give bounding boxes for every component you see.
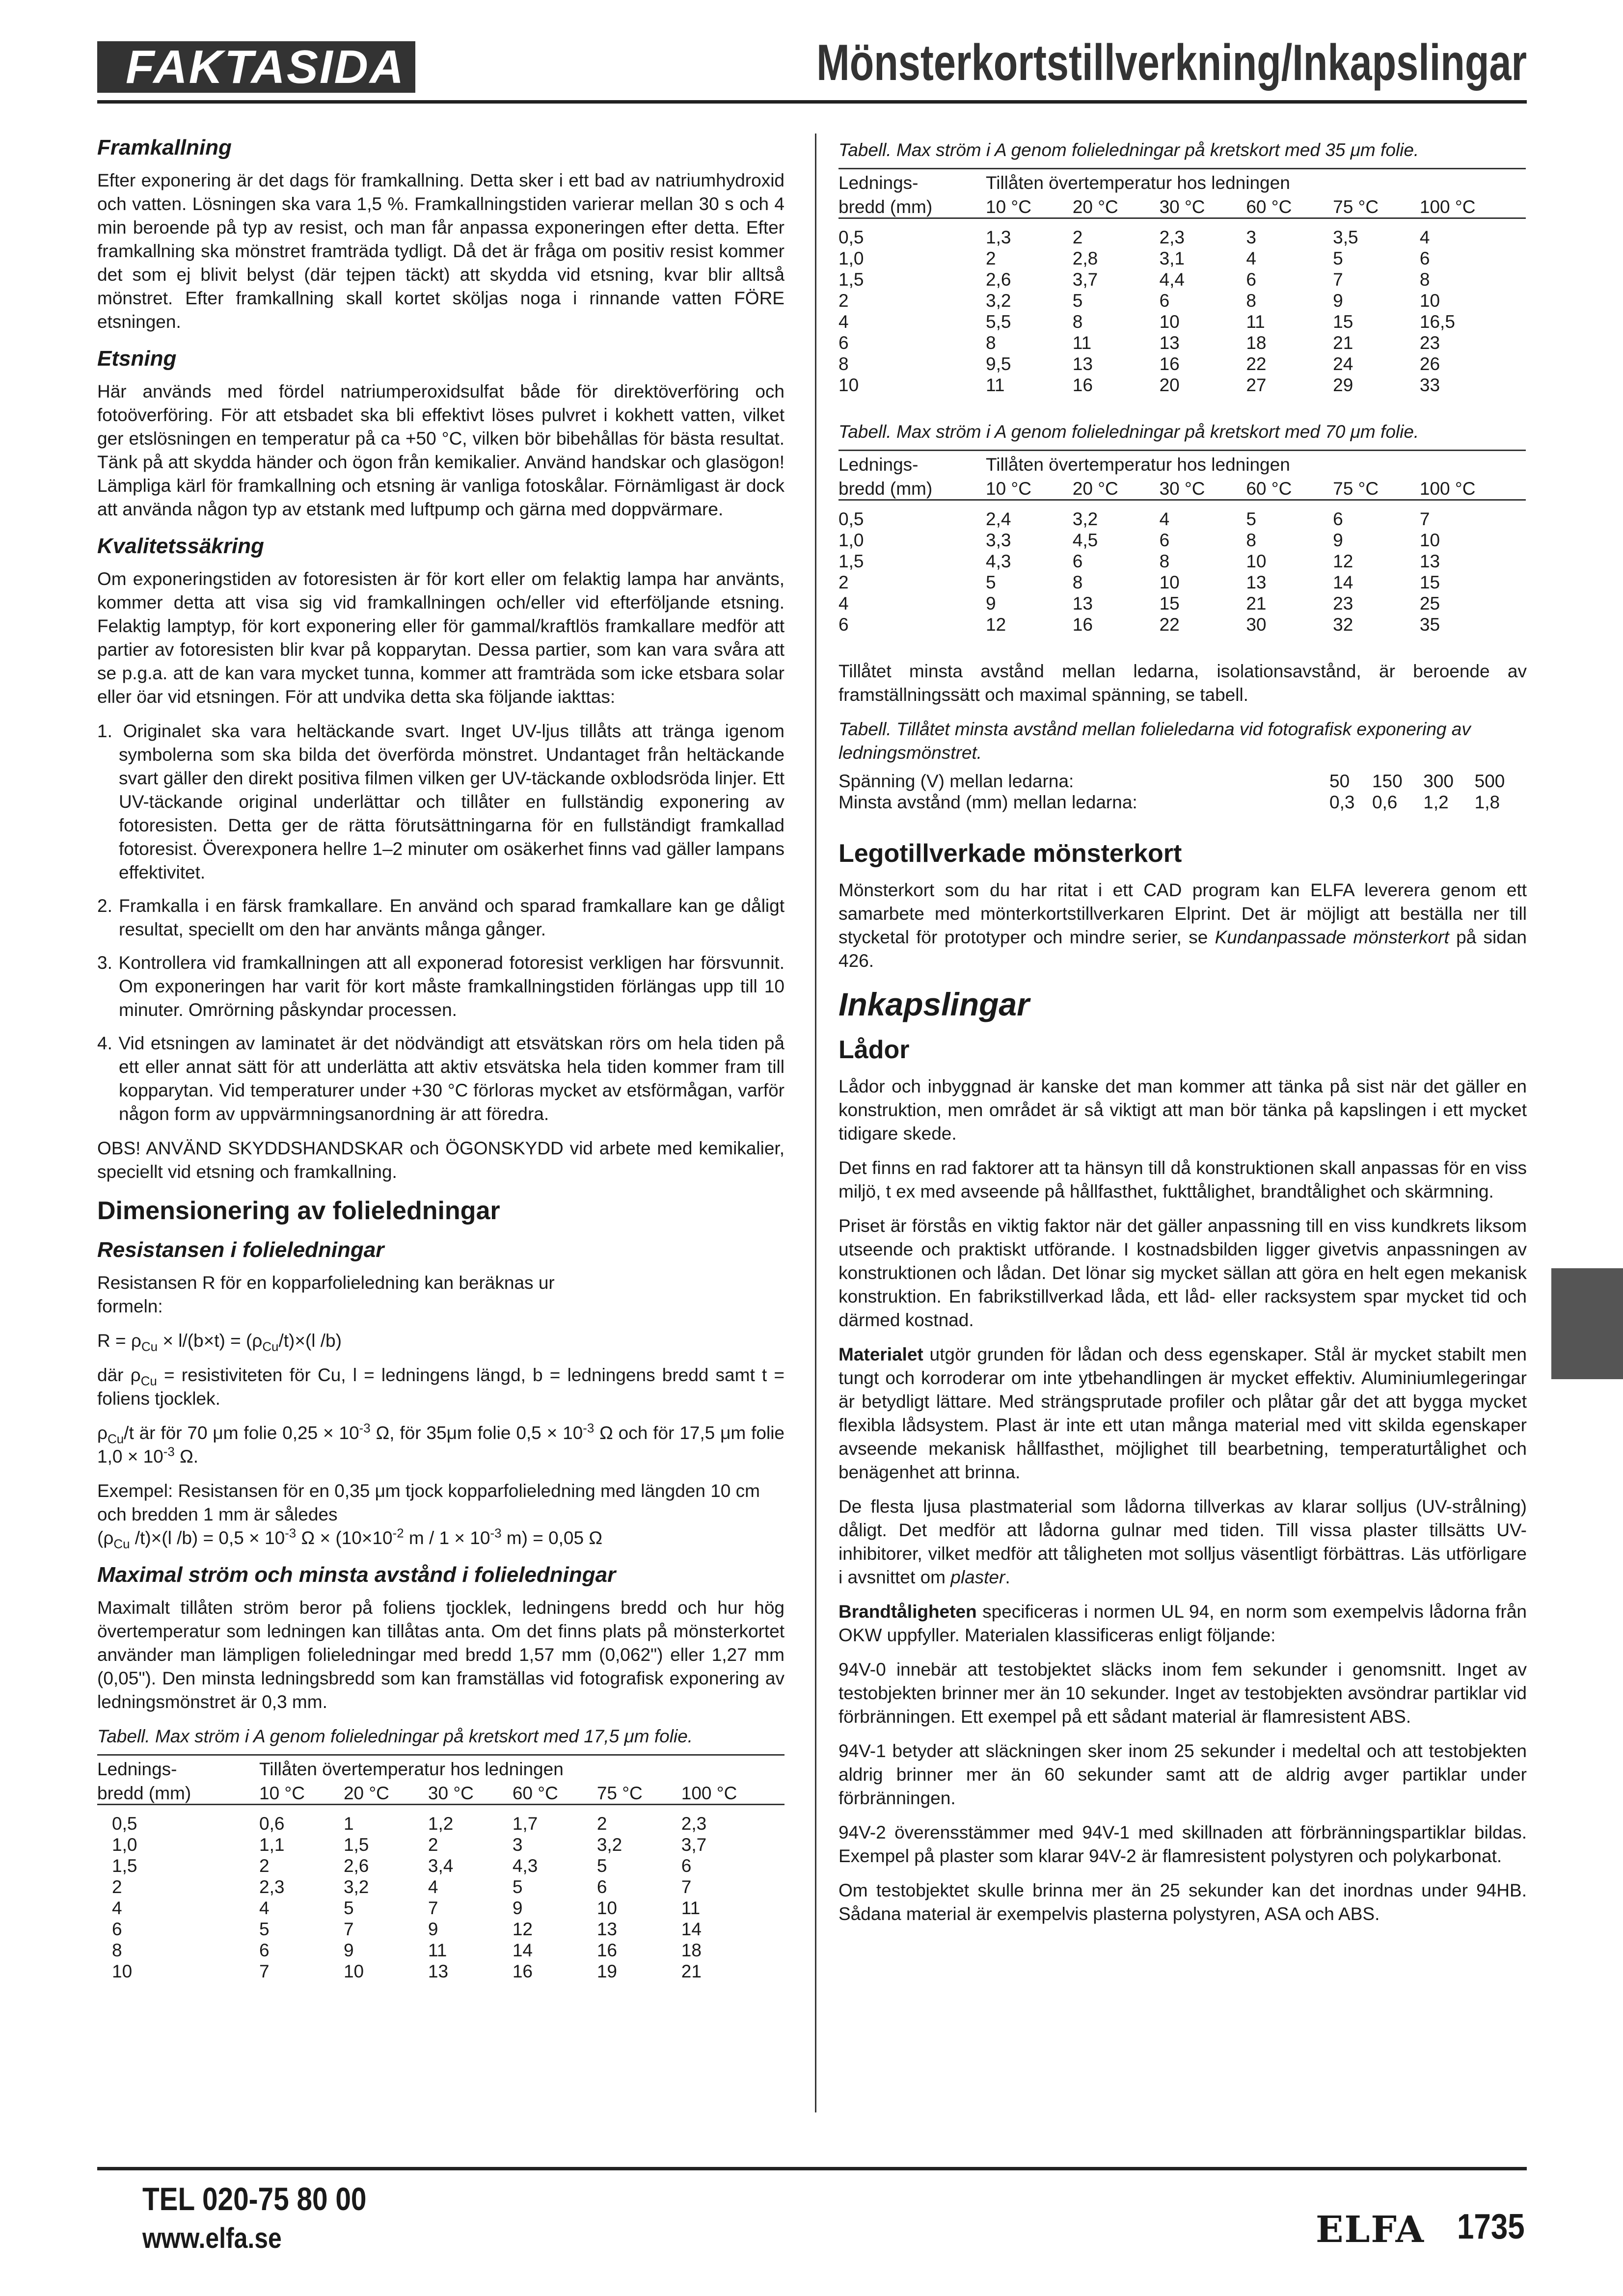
paragraph-lador-3: Priset är förstås en viktig faktor när det gäller anpassning till en viss kundkrets liksom utseende och praktiskt utförande. I kostnadsbilden ligger givetvis anpassningen av konstruktionen och lådan. Det lönar sig mycket sällan att göra en helt egen mekanisk konstruktion. En fabrikstillverkad låda, ett låd- eller racksystem spar mycket tid och därmed kostnad. — [839, 1216, 1527, 1330]
list-item: 2. Framkalla i en färsk framkallare. En använd och sparad framkallare kan ge dåligt resultat, speciellt om den har använts många gånger. — [97, 896, 784, 939]
section-tab — [1551, 1268, 1623, 1379]
table-row: 0,5 0,6 1 1,2 1,7 2 2,3 — [112, 1814, 707, 1834]
paragraph-plast: De flesta ljusa plastmaterial som lådorna tillverkas av klarar solljus (UV-strålning) dåligt. Det medför att lådorna gulnar med tiden. Till vissa plaster tillsätts UV-inhibitorer, vilket medför att tåligheten mot solljus väsentligt förbättras. Läs utförligare i avsnittet om plaster. — [839, 1496, 1527, 1587]
table-header: 10 °C — [259, 1780, 344, 1805]
table-row: 1,5 2 2,6 3,4 4,3 5 6 — [112, 1856, 692, 1876]
table-header: Lednings- — [839, 173, 919, 193]
footer-website-link[interactable]: www.elfa.se — [142, 2222, 282, 2254]
heading-legotillverkade: Legotillverkade mönsterkort — [839, 839, 1182, 868]
table-header: bredd (mm) — [839, 475, 986, 500]
table-17-5um — [97, 1754, 784, 1982]
paragraph-resistans-intro: Resistansen R för en kopparfolieledning kan beräknas ur formeln: — [97, 1273, 555, 1316]
table-header: 75 °C — [1333, 193, 1420, 218]
table-caption-17-5: Tabell. Max ström i A genom folieledningar på kretskort med 17,5 μm folie. — [97, 1726, 693, 1746]
paragraph-obs: OBS! ANVÄND SKYDDSHANDSKAR och ÖGONSKYDD vid arbete med kemikalier, speciellt vid etsning och framkallning. — [97, 1138, 784, 1182]
formula-resistance: $R = \rho_{Cu} \times l/(b\times t) = (\rho_{Cu}/t)\times(l$ /b) — [97, 1331, 342, 1354]
paragraph-framkallning: Efter exponering är det dags för framkallning. Detta sker i ett bad av natriumhydroxid och vatten. Lösningen ska vara 1,5 %. Framkallningstiden varierar mellan 30 s och 4 min beroende på typ av resist, och man får anpassa exponeringen efter detta. Efter framkallning ska mönstret framträda tydligt. Då det är fråga om positiv resist kommer det som ej blivit belyst (där tejpen täckt) att skydda vid etsning, kvar blir alltså mönstret. Efter framkallning skall kortet sköljas noga i rinnande vatten FÖRE etsningen. — [97, 170, 784, 332]
right-column — [839, 138, 1527, 1937]
paragraph-lador-2: Det finns en rad faktorer att ta hänsyn till då konstruktionen skall anpassas för en viss miljö, t ex med avseende på hållfasthet, fukttålighet, brandtålighet och skärmning. — [839, 1158, 1527, 1201]
table-header: Tillåten övertemperatur hos ledningen — [986, 454, 1290, 475]
table-header: 60 °C — [1246, 475, 1333, 500]
table-header: Lednings- — [97, 1759, 177, 1779]
table-caption-70: Tabell. Max ström i A genom folieledningar på kretskort med 70 μm folie. — [839, 422, 1419, 442]
table-row: 2 3,2 5 6 8 9 10 — [839, 291, 1440, 311]
table-row: 1,0 3,3 4,5 6 8 9 10 — [839, 530, 1440, 550]
paragraph-rho-values: $\rho_{Cu}/t$ är för 70 μm folie $0,25 \times 10^{-3}$ Ω, för 35μm folie $0,5 \times 10^{-3}$ Ω och för 17,5 μm folie $1,0 \times 10^{-3}$ Ω. — [97, 1421, 784, 1467]
elfa-logo: ELFA — [1316, 2209, 1425, 2251]
heading-lador: Lådor — [839, 1036, 910, 1064]
list-item: 3. Kontrollera vid framkallningen att all exponerad fotoresist verkligen har försvunnit. Om exponeringen har varit för kort måste framkallningstiden förlängas upp till 10 minuter. Omrörning påskyndar processen. — [97, 953, 784, 1020]
table-row: 1,5 2,6 3,7 4,4 6 7 8 — [839, 269, 1430, 290]
table-row: 4 5,5 8 10 11 15 16,5 — [839, 312, 1455, 332]
table-header: Lednings- — [839, 454, 919, 475]
paragraph-94v0: 94V-0 innebär att testobjektet släcks inom fem sekunder i genomsnitt. Inget av testobjekten brinner mer än 10 sekunder. Inget av testobjekten avsöndrar partiklar vid förbränningen. Ett exempel på ett sådant material är flamresistent ABS. — [839, 1659, 1527, 1727]
paragraph-lador-1: Lådor och inbyggnad är kanske det man kommer att tänka på sist när det gäller en konstruktion, men området är så viktigt att man bör tänka på kapslingen i ett mycket tidigare skede. — [839, 1076, 1527, 1144]
page-title: Mönsterkortstillverkning/Inkapslingar — [816, 34, 1527, 91]
table-row: 4 9 13 15 21 23 25 — [839, 593, 1440, 614]
table-header: 20 °C — [344, 1780, 428, 1805]
heading-etsning: Etsning — [97, 347, 177, 371]
paragraph-kvalitetssakring: Om exponeringstiden av fotoresisten är för kort eller om felaktig lampa har använts, kommer detta att visa sig vid framkallningen och/eller vid efterföljande etsning. Felaktig lamptyp, för kort exponering eller för gammal/kraftlös framkallare medför att partier av fotoresisten blir kvar på kopparytan. Dessa partier, som kan vara svåra att se p.g.a. att de kan vara mycket tunna, kommer att framträda som icke etsbara solar eller öar vid etsningen. För att undvika detta ska följande iakttas: — [97, 569, 784, 707]
page-number: 1735 — [1457, 2207, 1525, 2246]
faktasida-badge — [97, 41, 415, 93]
badge-label: FAKTASIDA — [126, 41, 406, 93]
column-divider — [815, 133, 816, 2112]
instruction-list — [97, 720, 784, 1126]
table-header: 100 °C — [681, 1780, 784, 1805]
paragraph-materialet: Materialet utgör grunden för lådan och dess egenskaper. Stål är mycket stabilt men tungt och korroderar om inte ytbehandlingen är mycket effektiv. Aluminiumlegeringar är betydligt lättare. Med strängsprutade profiler och plåtar går det att bygga mycket flexibla lådsystem. Plast är inte ett utan många material med vitt skilda egenskaper avseende mekanisk hållfasthet, möjlighet till bearbetning, temperaturtålighet och benägenhet att brinna. — [839, 1344, 1527, 1482]
paragraph-brandtalighet: Brandtåligheten specificeras i normen UL 94, en norm som exempelvis lådorna från OKW uppfyller. Materialen klassificeras enligt följande: — [839, 1602, 1527, 1645]
table-header: 60 °C — [1246, 193, 1333, 218]
paragraph-94hb: Om testobjektet skulle brinna mer än 25 sekunder kan det inordnas under 94HB. Sådana material är exempelvis plasterna polystyren, ASA och ABS. — [839, 1880, 1527, 1924]
footer-phone: TEL 020-75 80 00 — [142, 2181, 367, 2217]
table-header: 60 °C — [513, 1780, 597, 1805]
table-header: 30 °C — [1160, 475, 1246, 500]
table-row: 1,5 4,3 6 8 10 12 13 — [839, 551, 1440, 571]
table-row: Spänning (V) mellan ledarna: 50 150 300 500 — [839, 771, 1505, 791]
table-row: 0,5 1,3 2 2,3 3 3,5 4 — [839, 227, 1430, 247]
table-caption-35: Tabell. Max ström i A genom folieledningar på kretskort med 35 μm folie. — [839, 140, 1419, 160]
table-row: 10 11 16 20 27 29 33 — [839, 375, 1440, 395]
table-header: Tillåten övertemperatur hos ledningen — [259, 1759, 564, 1779]
paragraph-legotillverkade: Mönsterkort som du har ritat i ett CAD program kan ELFA leverera genom ett samarbete med mönterkortstillverkaren Elprint. Det är möjligt att beställa ner till stycketal för prototyper och mindre serier, se Kundanpassade mönsterkort på sidan 426. — [839, 880, 1527, 971]
table-row: 2 5 8 10 13 14 15 — [839, 572, 1440, 592]
footer-rule — [97, 2167, 1527, 2170]
table-header: 10 °C — [986, 193, 1073, 218]
table-row: 8 9,5 13 16 22 24 26 — [839, 354, 1440, 374]
table-row: 4 4 5 7 9 10 11 — [112, 1898, 701, 1918]
table-row: 0,5 2,4 3,2 4 5 6 7 — [839, 509, 1430, 529]
table-row: 10 7 10 13 16 19 21 — [112, 1961, 702, 1981]
paragraph-94v2: 94V-2 överensstämmer med 94V-1 med skillnaden att förbränningspartiklar bildas. Exempel på plaster som klarar 94V-2 är flamresistent polystyren och polykarbonat. — [839, 1822, 1527, 1866]
table-header: 30 °C — [1160, 193, 1246, 218]
header-rule — [97, 100, 1527, 104]
paragraph-maximal-strom: Maximalt tillåten ström beror på foliens tjocklek, ledningens bredd och hur hög övertemperatur som ledningen kan tillåtas anta. Om det finns plats på mönsterkortet använder man lämpligen folieledningar med bredd 1,57 mm (0,062") eller 1,27 mm (0,05"). Den minsta ledningsbredd som kan framställas vid fotografisk exponering av ledningsmönstret är 0,3 mm. — [97, 1598, 784, 1712]
paragraph-exempel: Exempel: Resistansen för en 0,35 μm tjock kopparfolieledning med längden 10 cm och bredden 1 mm är således ($\rho_{Cu}$ /t)×(l $/b) = 0,5 \times 10^{-3}$ $\Omega \times (10\times 10^{-2}$ $m / 1 \times 10^{-3}$ m) = 0,05 Ω — [97, 1481, 760, 1551]
paragraph-minsta-avstand: Tillåtet minsta avstånd mellan ledarna, isolationsavstånd, är beroende av framställningssätt och maximal spänning, se tabell. — [839, 661, 1527, 705]
table-header: 20 °C — [1073, 193, 1160, 218]
paragraph-94v1: 94V-1 betyder att släckningen sker inom 25 sekunder i medeltal och att testobjekten aldrig brinner mer än 60 sekunder samt att de aldrig avger partiklar under förbränningen. — [839, 1741, 1527, 1808]
heading-dimensionering: Dimensionering av folieledningar — [97, 1197, 500, 1225]
table-header: 20 °C — [1073, 475, 1160, 500]
table-row: Minsta avstånd (mm) mellan ledarna: 0,3 0,6 1,2 1,8 — [839, 792, 1500, 812]
heading-kvalitetssakring: Kvalitetssäkring — [97, 534, 264, 558]
heading-resistansen: Resistansen i folieledningar — [97, 1238, 384, 1262]
table-header: Tillåten övertemperatur hos ledningen — [986, 173, 1290, 193]
heading-maximal-strom: Maximal ström och minsta avstånd i folieledningar — [97, 1563, 616, 1587]
table-row: 6 12 16 22 30 32 35 — [839, 614, 1440, 635]
table-header: 100 °C — [1420, 475, 1526, 500]
table-header: 75 °C — [597, 1780, 681, 1805]
table-row: 1,0 2 2,8 3,1 4 5 6 — [839, 248, 1430, 268]
paragraph-etsning: Här används med fördel natriumperoxidsulfat både för direktöverföring och fotoöverföring. För att etsbadet ska bli effektivt löses pulvret i kokhett vatten, vilket ger etslösningen en temperatur på ca +50 °C, vilken bör bibehållas för bästa resultat. Tänk på att skydda händer och ögon från kemikalier. Använd handskar och glasögon! Lämpliga kärl för framkallning och etsning är vanliga fotoskålar. Förnämligast är dock att använda någon typ av etstank med luftpump och gärna med doppvärmare. — [97, 381, 784, 519]
heading-inkapslingar: Inkapslingar — [839, 986, 1029, 1022]
table-row: 6 8 11 13 18 21 23 — [839, 333, 1440, 353]
list-item: 4. Vid etsningen av laminatet är det nödvändigt att etsvätskan rörs om hela tiden på ett eller annat sätt för att underlätta att aktiv etsvätska hela tiden kommer fram till kopparytan. Vid temperaturer under +30 °C förloras mycket av etsförmågan, varför någon form av uppvärmningsanordning är att föredra. — [97, 1033, 784, 1124]
table-35um — [839, 168, 1526, 396]
left-column — [97, 133, 784, 2006]
paragraph-dar: där $\rho_{Cu}$ = resistiviteten för Cu, l = ledningens längd, b = ledningens bredd samt t = foliens tjocklek. — [97, 1365, 784, 1409]
list-item: 1. Originalet ska vara heltäckande svart. Inget UV-ljus tillåts att tränga igenom symbolerna som ska bilda det överförda mönstret. Undantaget från heltäckande svart gäller den direkt positiva filmen vilken ger UV-täckande oxblodsröda linjer. Ett UV-täckande original underlättar och tillåter en fullständig exponering av fotoresisten. Detta ger de rätta förutsättningarna för en fullständigt framkallad fotoresist. Överexponera hellre 1–2 minuter om osäkerhet finns vad gäller lampans effektivitet. — [97, 721, 784, 882]
table-header: 10 °C — [986, 475, 1073, 500]
heading-framkallning: Framkallning — [97, 135, 232, 160]
table-70um — [839, 450, 1526, 635]
table-row: 6 5 7 9 12 13 14 — [112, 1919, 702, 1939]
table-spacing — [839, 771, 1526, 813]
table-row: 8 6 9 11 14 16 18 — [112, 1940, 702, 1960]
table-row: 2 2,3 3,2 4 5 6 7 — [112, 1877, 692, 1897]
table-header: 30 °C — [428, 1780, 513, 1805]
table-header: 75 °C — [1333, 475, 1420, 500]
table-header: 100 °C — [1420, 193, 1526, 218]
table-caption-spacing: Tabell. Tillåtet minsta avstånd mellan folieledarna vid fotografisk exponering av ledningsmönstret. — [839, 719, 1471, 763]
table-row: 1,0 1,1 1,5 2 3 3,2 3,7 — [112, 1835, 707, 1855]
table-header: bredd (mm) — [97, 1780, 259, 1805]
table-header: bredd (mm) — [839, 193, 986, 218]
